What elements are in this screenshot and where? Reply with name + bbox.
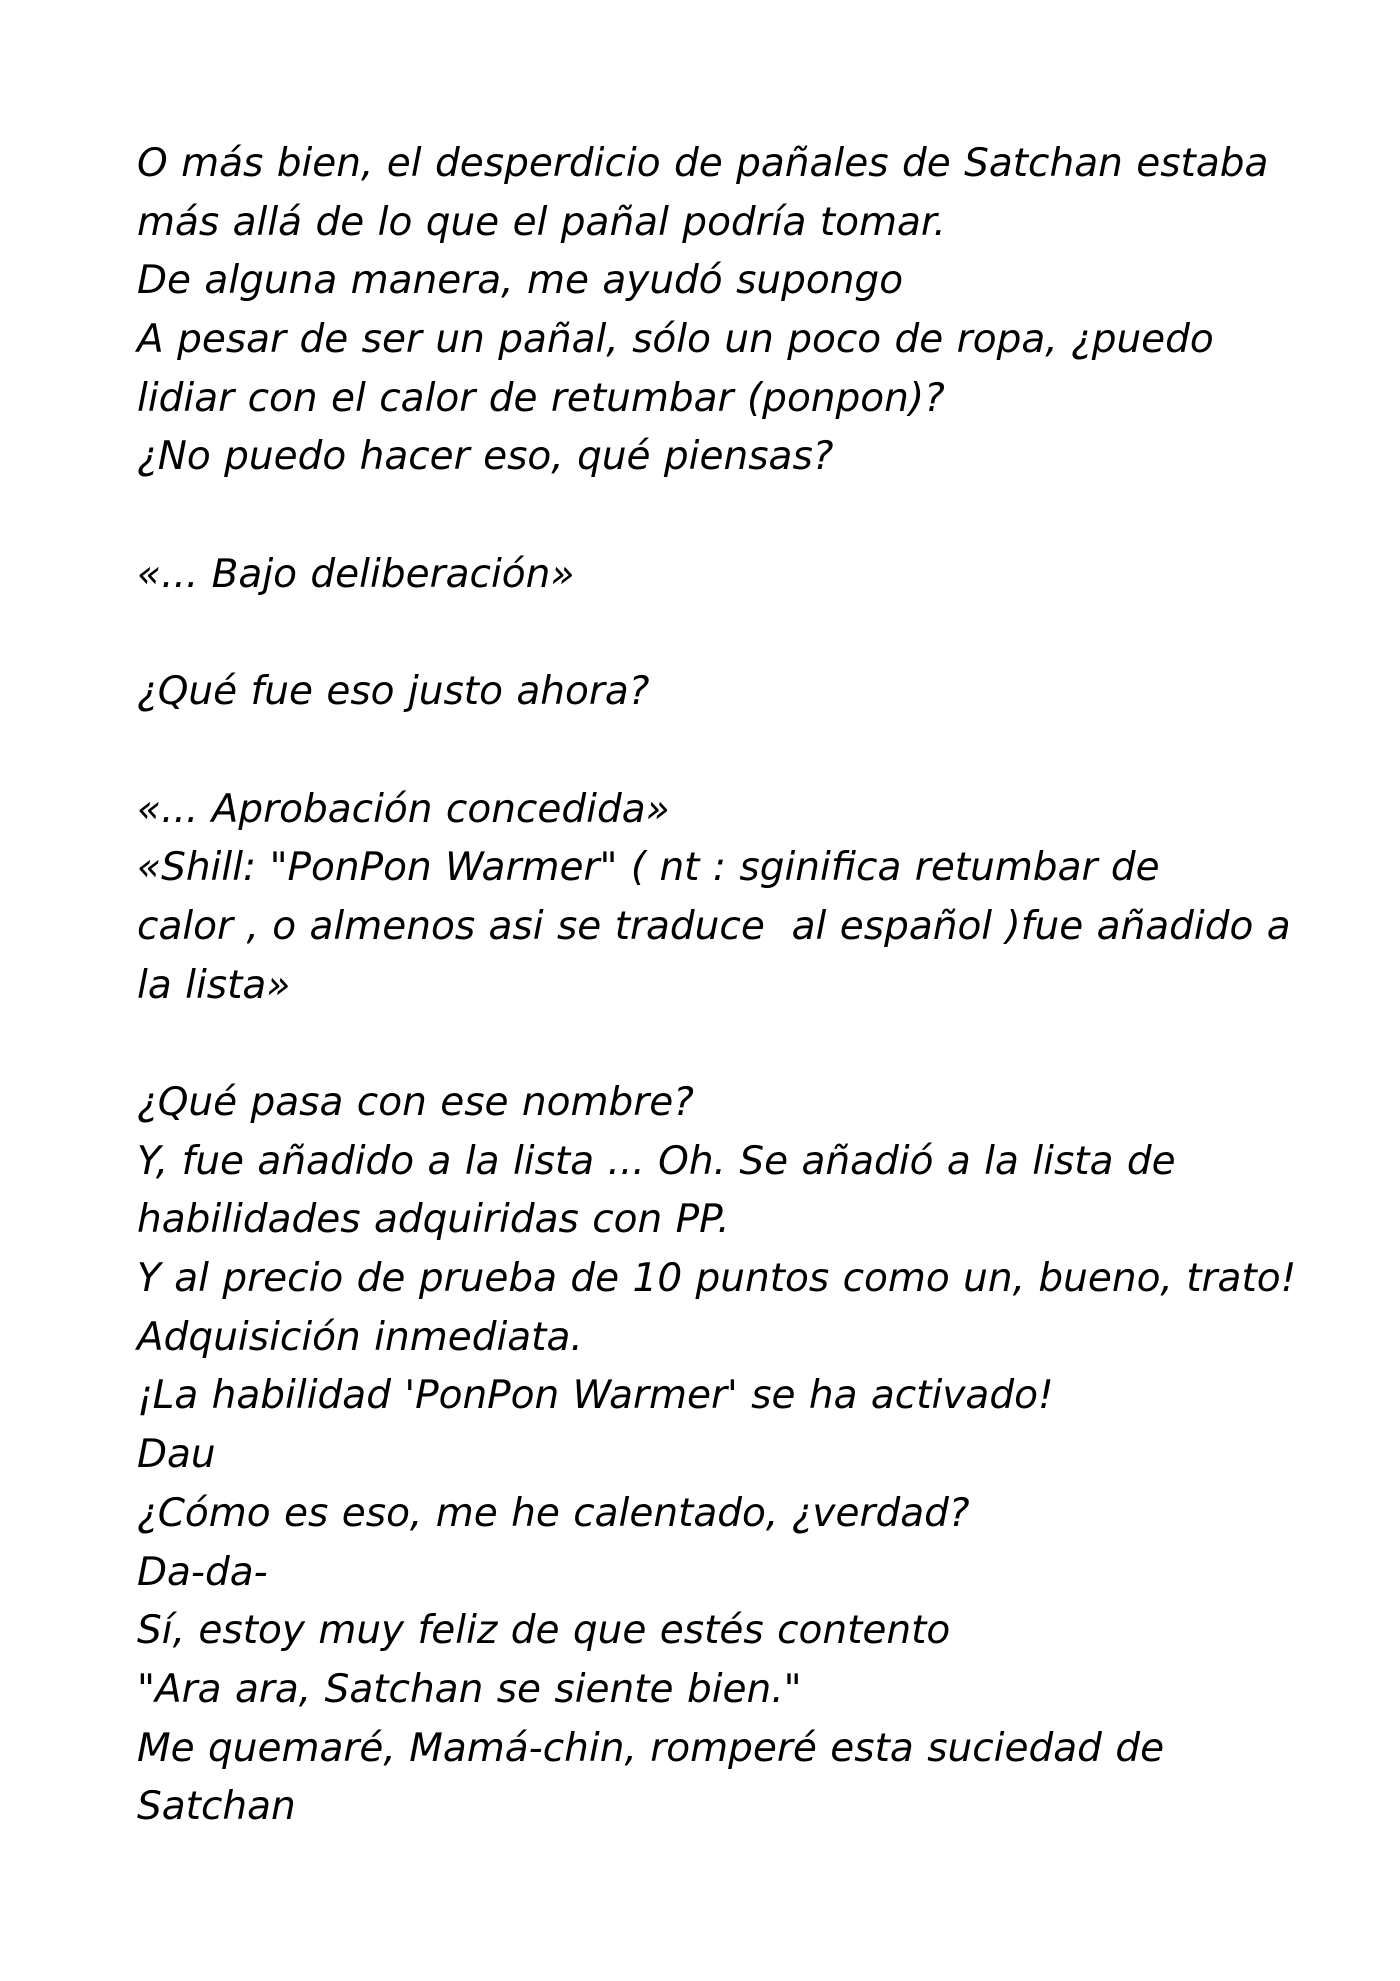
- text-line-5: lidiar con el calor de retumbar (ponpon)?: [137, 375, 945, 421]
- text-line-22: ¡La habilidad 'PonPon Warmer' se ha activado!: [137, 1373, 1054, 1419]
- text-line-19: habilidades adquiridas con PP.: [137, 1197, 730, 1243]
- text-line-17: ¿Qué pasa con ese nombre?: [137, 1080, 694, 1125]
- text-line-12: «... Aprobación concedida»: [137, 786, 670, 832]
- text-line-2: más allá de lo que el pañal podría tomar.: [137, 199, 946, 245]
- document-body: [137, 135, 1337, 1837]
- text-line-6: ¿No puedo hacer eso, qué piensas?: [137, 434, 834, 480]
- text-line-15: la lista»: [137, 962, 291, 1008]
- text-line-23: Dau: [137, 1432, 216, 1478]
- text-line-27: "Ara ara, Satchan se siente bien.": [137, 1666, 802, 1712]
- text-line-28: Me quemaré, Mamá-chin, romperé esta suciedad de: [137, 1725, 1165, 1771]
- text-line-24: ¿Cómo es eso, me he calentado, ¿verdad?: [137, 1490, 970, 1536]
- text-line-1: O más bien, el desperdicio de pañales de Satchan estaba: [137, 141, 1269, 186]
- text-line-21: Adquisición inmediata.: [137, 1314, 583, 1360]
- blank-line: [137, 605, 1337, 664]
- text-line-4: A pesar de ser un pañal, sólo un poco de ropa, ¿puedo: [137, 317, 1214, 363]
- text-line-20: Y al precio de prueba de 10 puntos como un, bueno, trato!: [137, 1256, 1297, 1302]
- text-line-13: «Shill: "PonPon Warmer" ( nt : sginifica retumbar de: [137, 845, 1160, 891]
- text-line-29: Satchan: [137, 1784, 296, 1830]
- blank-line: [137, 487, 1337, 546]
- text-line-3: De alguna manera, me ayudó supongo: [137, 258, 904, 304]
- text-line-8: «... Bajo deliberación»: [137, 551, 575, 597]
- text-line-18: Y, fue añadido a la lista ... Oh. Se añadió a la lista de: [137, 1138, 1176, 1184]
- text-line-14: calor , o almenos asi se traduce al español )fue añadido a: [137, 903, 1291, 949]
- blank-line: [137, 722, 1337, 781]
- blank-line: [137, 1015, 1337, 1074]
- text-line-25: Da-da-: [137, 1549, 268, 1595]
- text-line-26: Sí, estoy muy feliz de que estés contento: [137, 1608, 951, 1654]
- text-line-10: ¿Qué fue eso justo ahora?: [137, 669, 650, 715]
